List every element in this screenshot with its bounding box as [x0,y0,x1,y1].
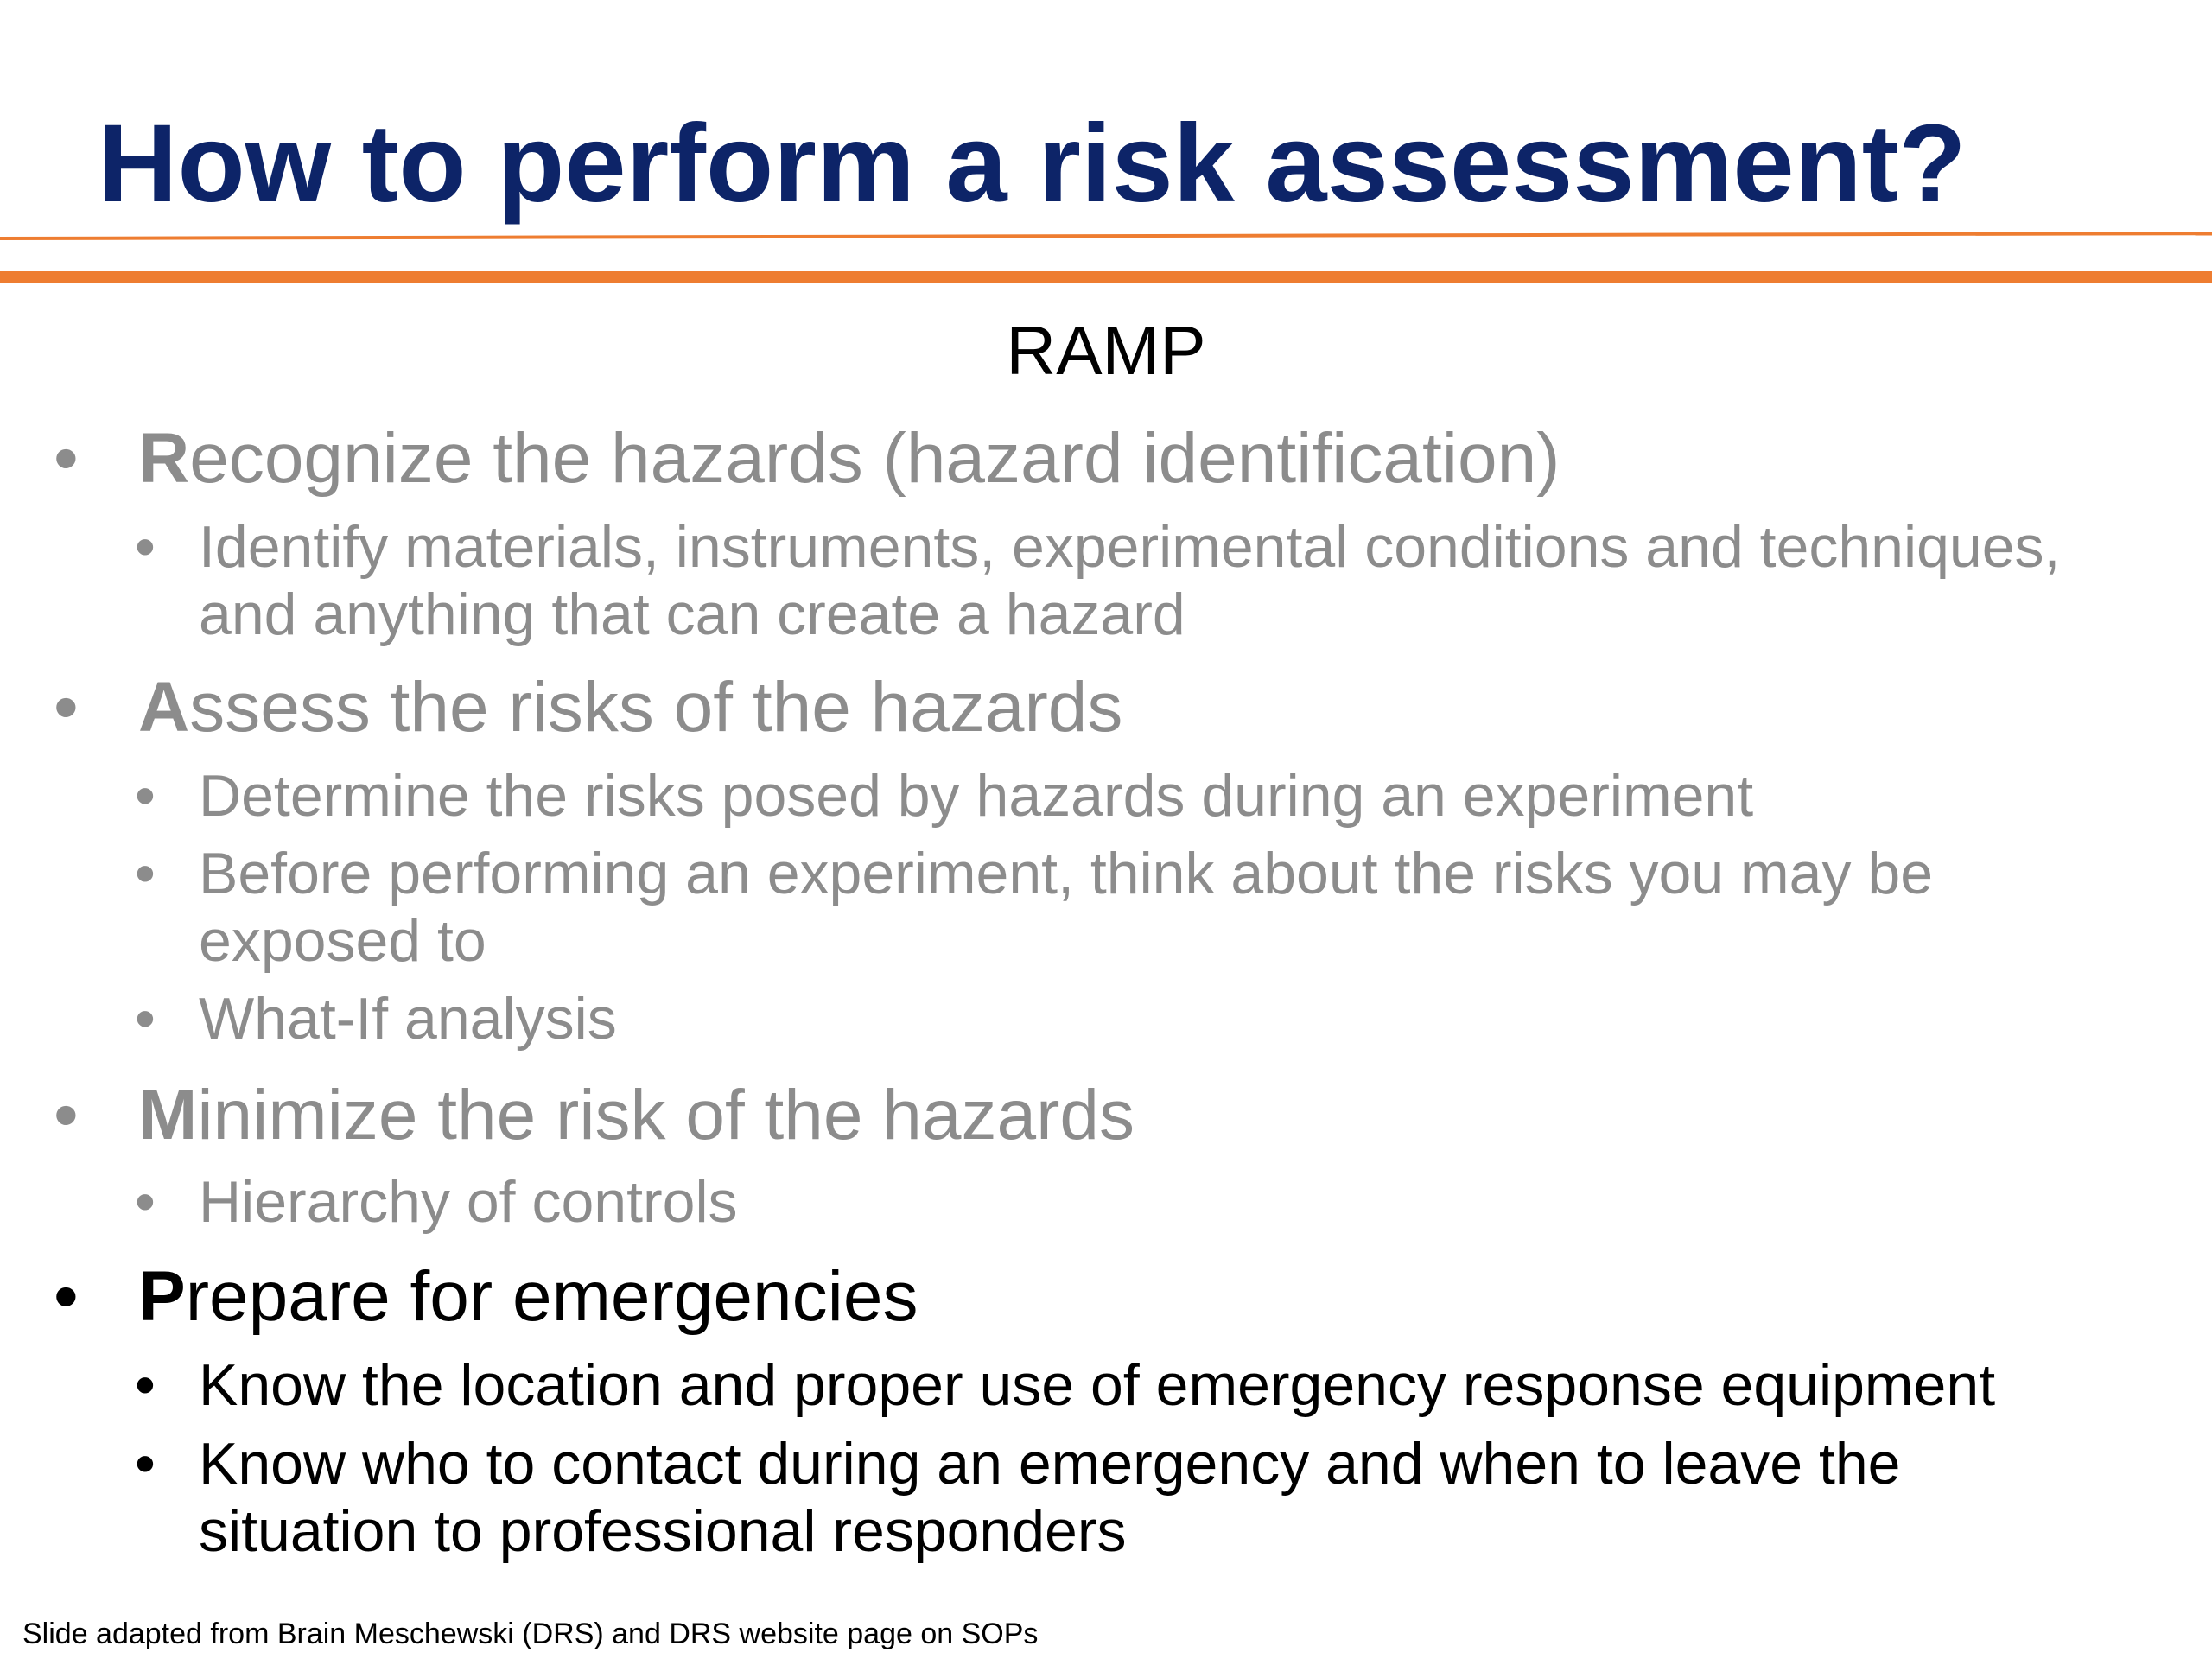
acronym-letter: P [138,1257,186,1336]
bullet-prepare [54,1257,918,1336]
sub-bullet-know-location [135,1351,1996,1419]
sub-bullet-text: Identify materials, instruments, experimental conditions and techniques, and anything that can create a hazard [199,514,2061,647]
bullet-minimize [54,1076,1135,1154]
slide-title: How to perform a risk assessment? [98,102,1967,226]
bullet-text: ssess the risks of the hazards [189,668,1123,747]
sub-bullet-identify [135,513,2169,648]
bullet-recognize [54,419,1560,498]
bullet-text: repare for emergencies [185,1257,918,1336]
acronym-letter: A [138,668,190,747]
acronym-heading: RAMP [1006,312,1206,389]
bullet-dot-icon: • [54,668,79,747]
bullet-dot-icon: • [54,1076,79,1154]
bullet-dot-icon: • [135,763,156,829]
sub-bullet-text: Hierarchy of controls [199,1169,738,1235]
sub-bullet-hierarchy [135,1168,738,1236]
bullet-dot-icon: • [135,1431,156,1497]
sub-bullet-text: What-If analysis [199,986,617,1052]
sub-bullet-text: Know the location and proper use of emergency response equipment [199,1352,1996,1418]
sub-bullet-text: Determine the risks posed by hazards during an experiment [199,763,1754,829]
title-rule-thick [0,271,2212,283]
sub-bullet-what-if [135,985,617,1052]
sub-bullet-text: Before performing an experiment, think about the risks you may be exposed to [199,841,1934,974]
bullet-text: inimize the risk of the hazards [197,1076,1135,1154]
bullet-text: ecognize the hazards (hazard identification) [189,419,1560,498]
sub-bullet-know-who [135,1430,2048,1565]
bullet-dot-icon: • [54,419,79,498]
sub-bullet-text: Know who to contact during an emergency and when to leave the situation to professional responders [199,1431,1901,1564]
bullet-dot-icon: • [135,1352,156,1418]
bullet-dot-icon: • [135,1169,156,1235]
acronym-letter: M [138,1076,198,1154]
sub-bullet-determine [135,762,2169,830]
acronym-letter: R [138,419,190,498]
bullet-assess [54,668,1123,747]
slide-footer-credit: Slide adapted from Brain Meschewski (DRS) and DRS website page on SOPs [22,1618,1039,1650]
bullet-dot-icon: • [135,514,156,580]
sub-bullet-before [135,840,2056,975]
bullet-dot-icon: • [135,841,156,906]
title-rule-thin [0,232,2212,240]
bullet-dot-icon: • [54,1257,79,1336]
bullet-dot-icon: • [135,986,156,1052]
